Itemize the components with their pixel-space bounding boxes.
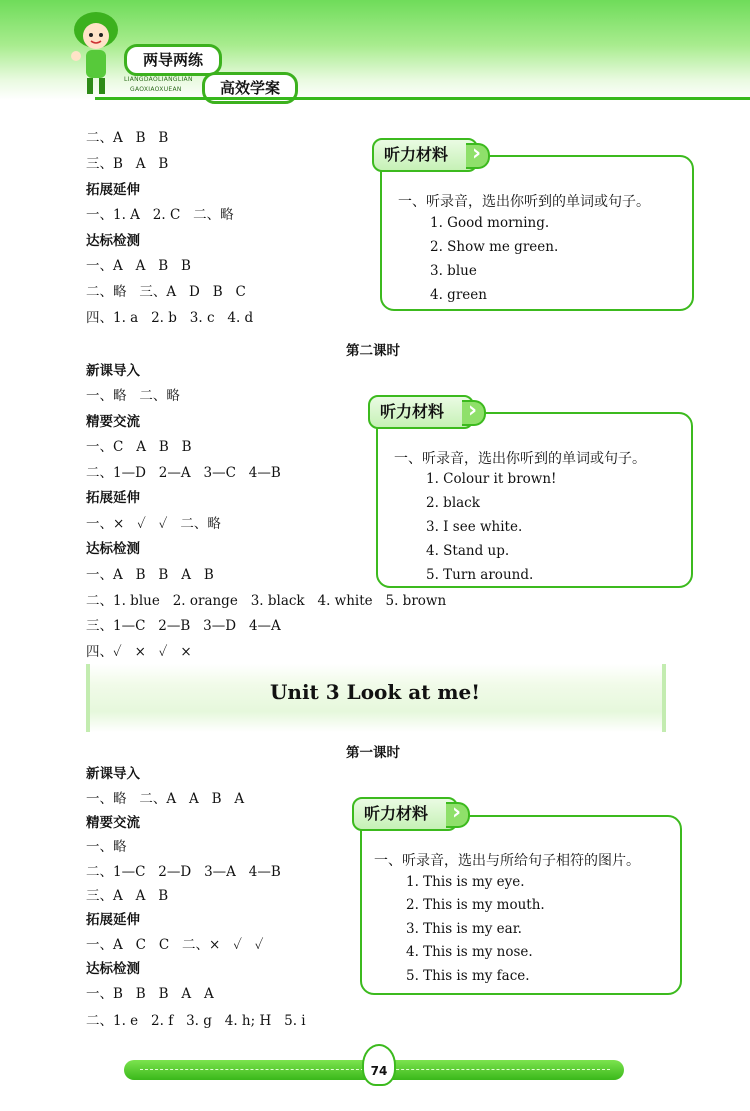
listening-item: 1. Colour it brown! xyxy=(426,471,557,487)
section-label: 达标检测 xyxy=(86,541,140,557)
answer-line: 二、1—C 2—D 3—A 4—B xyxy=(86,864,281,880)
section-label: 拓展延伸 xyxy=(86,182,140,198)
unit-title: Unit 3 Look at me! xyxy=(269,680,481,704)
listening-item: 2. Show me green. xyxy=(430,239,559,255)
listening-item: 1. Good morning. xyxy=(430,215,550,231)
listening-item: 2. black xyxy=(426,495,480,511)
listening-item: 3. I see white. xyxy=(426,519,523,535)
answer-line: 二、1. blue 2. orange 3. black 4. white 5. brown xyxy=(86,593,447,609)
answer-line: 三、A A B xyxy=(86,888,169,904)
answer-line: 三、B A B xyxy=(86,156,169,172)
section-label: 达标检测 xyxy=(86,961,140,977)
listening-item: 1. This is my eye. xyxy=(406,874,525,890)
answer-line: 四、✓ × ✓ × xyxy=(86,644,192,660)
section-label: 拓展延伸 xyxy=(86,490,140,506)
answer-line: 一、A B B A B xyxy=(86,567,214,583)
listening-item: 5. Turn around. xyxy=(426,567,534,583)
arrow-right-icon xyxy=(462,400,486,426)
listening-item: 2. This is my mouth. xyxy=(406,897,545,913)
answer-line: 一、B B B A A xyxy=(86,986,214,1002)
listening-tab-3 xyxy=(352,797,458,831)
answer-line: 一、略 xyxy=(86,839,127,855)
listening-heading: 一、听录音，选出与所给句子相符的图片。 xyxy=(374,853,640,869)
page-number: 74 xyxy=(370,1064,388,1078)
listening-box-2 xyxy=(376,412,693,588)
series-pinyin: LIANGDAOLIANGLIAN xyxy=(124,76,193,83)
answer-line: 一、× ✓ ✓ 二、略 xyxy=(86,516,221,532)
listening-item: 3. This is my ear. xyxy=(406,921,522,937)
header-rule xyxy=(95,97,750,100)
subtitle-pinyin: GAOXIAOXUEAN xyxy=(130,86,182,93)
listening-tab-1 xyxy=(372,138,478,172)
answer-line: 三、1—C 2—B 3—D 4—A xyxy=(86,618,281,634)
listening-item: 4. Stand up. xyxy=(426,543,510,559)
listening-item: 5. This is my face. xyxy=(406,968,530,984)
answer-line: 二、略 三、A D B C xyxy=(86,284,246,300)
answer-line: 四、1. a 2. b 3. c 4. d xyxy=(86,310,254,326)
listening-tab-2 xyxy=(368,395,474,429)
answer-line: 二、1. e 2. f 3. g 4. h; H 5. i xyxy=(86,1013,306,1029)
lesson-title: 第二课时 xyxy=(346,343,400,359)
section-label: 新课导入 xyxy=(86,363,140,379)
answer-line: 一、略 二、A A B A xyxy=(86,791,245,807)
listening-tab-label: 听力材料 xyxy=(364,804,429,823)
listening-item: 4. green xyxy=(430,287,487,303)
section-label: 精要交流 xyxy=(86,414,140,430)
answer-line: 一、略 二、略 xyxy=(86,388,180,404)
section-label: 精要交流 xyxy=(86,815,140,831)
answer-line: 一、C A B B xyxy=(86,439,192,455)
listening-item: 3. blue xyxy=(430,263,477,279)
answer-line: 一、A C C 二、× ✓ ✓ xyxy=(86,937,264,953)
lesson-title: 第一课时 xyxy=(346,745,400,761)
listening-item: 4. This is my nose. xyxy=(406,944,533,960)
arrow-right-icon xyxy=(466,143,490,169)
mascot-icon xyxy=(62,8,132,103)
series-title: 两导两练 xyxy=(124,44,222,76)
answer-line: 一、A A B B xyxy=(86,258,191,274)
arrow-right-icon xyxy=(446,802,470,828)
listening-heading: 一、听录音，选出你听到的单词或句子。 xyxy=(394,451,646,467)
listening-tab-label: 听力材料 xyxy=(380,402,445,421)
listening-box-1 xyxy=(380,155,694,311)
subtitle: 高效学案 xyxy=(202,72,298,104)
answer-line: 一、1. A 2. C 二、略 xyxy=(86,207,234,223)
section-label: 新课导入 xyxy=(86,766,140,782)
section-label: 拓展延伸 xyxy=(86,912,140,928)
section-label: 达标检测 xyxy=(86,233,140,249)
answer-line: 二、1—D 2—A 3—C 4—B xyxy=(86,465,281,481)
listening-heading: 一、听录音，选出你听到的单词或句子。 xyxy=(398,194,650,210)
answer-line: 二、A B B xyxy=(86,130,169,146)
listening-tab-label: 听力材料 xyxy=(384,145,449,164)
